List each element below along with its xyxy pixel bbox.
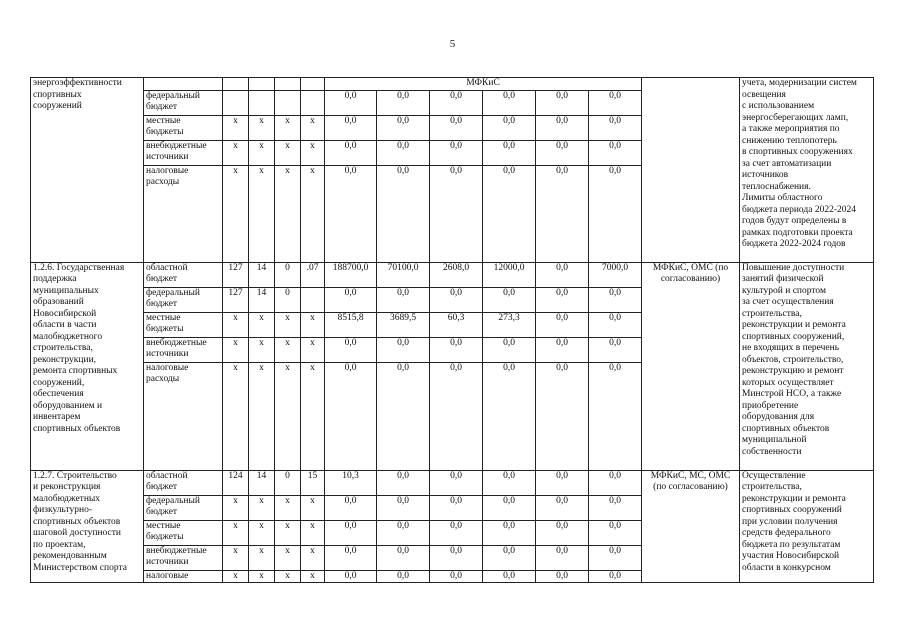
budget-code: x bbox=[249, 570, 275, 583]
amount-value: 0,0 bbox=[430, 90, 483, 115]
amount-value: 0,0 bbox=[377, 570, 430, 583]
amount-value: 60,3 bbox=[430, 312, 483, 337]
amount-value: 0,0 bbox=[325, 140, 377, 165]
text-line: и реконструкция bbox=[33, 482, 101, 492]
table-body bbox=[31, 78, 874, 583]
budget-code bbox=[301, 90, 325, 115]
text-line: учета, модернизации систем bbox=[742, 78, 857, 88]
text-line: энергосберегающих ламп, bbox=[742, 112, 849, 123]
text-line: Минстрой НСО, а также bbox=[742, 389, 842, 399]
amount-value: 0,0 bbox=[536, 287, 589, 312]
text-line: бюджета 2022-2024 годов bbox=[742, 239, 846, 249]
amount-value: 0,0 bbox=[536, 570, 589, 583]
funding-source: областной бюджет bbox=[144, 470, 223, 495]
budget-code: x bbox=[275, 312, 301, 337]
funding-source: внебюджетные источники bbox=[144, 337, 223, 362]
amount-value: 0,0 bbox=[536, 140, 589, 165]
budget-code: x bbox=[223, 140, 249, 165]
text-line: муниципальных bbox=[33, 285, 99, 296]
text-line: Новосибирской bbox=[33, 308, 97, 319]
amount-value: 0,0 bbox=[483, 140, 536, 165]
amount-value: 70100,0 bbox=[377, 262, 430, 287]
text-line: которых осуществляет bbox=[742, 377, 834, 388]
amount-value: 0,0 bbox=[377, 470, 430, 495]
text-line: Осуществление bbox=[742, 470, 806, 481]
amount-value: 0,0 bbox=[325, 570, 377, 583]
text-line: занятий физической bbox=[742, 274, 824, 284]
text-line: обеспечения bbox=[33, 389, 84, 399]
budget-code: x bbox=[223, 165, 249, 262]
text-line: за счет осуществления bbox=[742, 297, 834, 307]
funding-source: налоговые расходы bbox=[144, 165, 223, 262]
funding-source: внебюджетные источники bbox=[144, 140, 223, 165]
text-line: освещения bbox=[742, 89, 786, 100]
amount-value: 0,0 bbox=[377, 545, 430, 570]
activity-name-cell bbox=[31, 470, 144, 583]
budget-code: x bbox=[275, 362, 301, 470]
funding-source: налоговые расходы bbox=[144, 362, 223, 470]
text-line: реконструкции, bbox=[33, 354, 97, 365]
amount-value: 0,0 bbox=[377, 287, 430, 312]
funding-source: внебюджетные источники bbox=[144, 545, 223, 570]
text-line: малобюджетного bbox=[33, 331, 103, 342]
budget-code: x bbox=[301, 545, 325, 570]
text-line: области в части bbox=[33, 320, 97, 330]
text-line: приобретение bbox=[742, 400, 799, 411]
budget-code bbox=[275, 90, 301, 115]
budget-code: 14 bbox=[249, 262, 275, 287]
amount-value: 0,0 bbox=[589, 495, 642, 520]
budget-code: x bbox=[223, 337, 249, 362]
text-line: физкультурно- bbox=[33, 505, 93, 515]
budget-code bbox=[223, 90, 249, 115]
amount-value: 188700,0 bbox=[325, 262, 377, 287]
amount-value: 0,0 bbox=[536, 90, 589, 115]
budget-code: 15 bbox=[301, 470, 325, 495]
text-line: спортивных объектов bbox=[33, 516, 121, 527]
amount-value: 0,0 bbox=[325, 520, 377, 545]
budget-code: x bbox=[275, 570, 301, 583]
amount-value: 0,0 bbox=[377, 495, 430, 520]
table-row bbox=[31, 78, 874, 91]
amount-value: 0,0 bbox=[430, 140, 483, 165]
budget-code: x bbox=[249, 545, 275, 570]
text-line: а также мероприятия по bbox=[742, 124, 840, 134]
budget-code: x bbox=[275, 140, 301, 165]
amount-value: 0,0 bbox=[430, 287, 483, 312]
funding-source: местные бюджеты bbox=[144, 312, 223, 337]
amount-value: 0,0 bbox=[536, 262, 589, 287]
text-line: рамках подготовки проекта bbox=[742, 227, 853, 238]
text-line: не входящих в перечень bbox=[742, 343, 840, 353]
text-line: строительства, bbox=[742, 482, 802, 492]
text-line: оборудованием и bbox=[33, 400, 103, 411]
amount-value: 0,0 bbox=[589, 570, 642, 583]
amount-value: 0,0 bbox=[589, 165, 642, 262]
amount-value: 273,3 bbox=[483, 312, 536, 337]
amount-value: 0,0 bbox=[483, 545, 536, 570]
funding-source: областной бюджет bbox=[144, 262, 223, 287]
result-description bbox=[742, 78, 871, 251]
amount-value: 0,0 bbox=[483, 165, 536, 262]
budget-code: x bbox=[223, 570, 249, 583]
amount-value: 0,0 bbox=[430, 545, 483, 570]
text-line: теплоснабжения. bbox=[742, 181, 811, 192]
text-line: 1.2.7. Строительство bbox=[33, 470, 117, 481]
funding-source: федеральный бюджет bbox=[144, 495, 223, 520]
budget-code: x bbox=[249, 115, 275, 140]
amount-value: 0,0 bbox=[430, 362, 483, 470]
budget-code: x bbox=[301, 115, 325, 140]
text-line: строительства, bbox=[742, 308, 802, 319]
amount-value: 0,0 bbox=[430, 495, 483, 520]
executor-cell: МФКиС, ОМС (по согласованию) bbox=[642, 262, 740, 470]
text-line: сооружений bbox=[33, 101, 82, 111]
activity-name bbox=[33, 78, 141, 113]
text-line: муниципальной bbox=[742, 435, 807, 445]
text-line: энергоэффективности bbox=[33, 78, 122, 88]
text-line: спортивных объектов bbox=[742, 423, 830, 434]
text-line: с использованием bbox=[742, 101, 815, 111]
amount-value: 0,0 bbox=[589, 470, 642, 495]
amount-value: 0,0 bbox=[430, 520, 483, 545]
amount-value: 0,0 bbox=[483, 362, 536, 470]
budget-code: 127 bbox=[223, 287, 249, 312]
amount-value: 7000,0 bbox=[589, 262, 642, 287]
amount-value: 0,0 bbox=[325, 495, 377, 520]
text-line: ремонта спортивных bbox=[33, 366, 118, 376]
budget-code: x bbox=[223, 495, 249, 520]
text-line: годов будут определены в bbox=[742, 216, 847, 226]
amount-value: 0,0 bbox=[483, 90, 536, 115]
amount-value: 0,0 bbox=[536, 362, 589, 470]
text-line: малобюджетных bbox=[33, 493, 101, 504]
budget-code: x bbox=[249, 165, 275, 262]
amount-value: 0,0 bbox=[430, 165, 483, 262]
budget-code: x bbox=[249, 495, 275, 520]
amount-value: 0,0 bbox=[377, 115, 430, 140]
amount-value: 0,0 bbox=[377, 140, 430, 165]
table-row bbox=[31, 470, 874, 495]
amount-value: 0,0 bbox=[589, 287, 642, 312]
budget-code bbox=[301, 287, 325, 312]
budget-code: 14 bbox=[249, 287, 275, 312]
amount-value: 0,0 bbox=[377, 90, 430, 115]
budget-code: x bbox=[275, 337, 301, 362]
budget-code: x bbox=[249, 337, 275, 362]
budget-code: 14 bbox=[249, 470, 275, 495]
budget-code: x bbox=[223, 115, 249, 140]
page-number: 5 bbox=[449, 38, 456, 50]
text-line: спортивных bbox=[33, 89, 82, 100]
text-line: средств федерального bbox=[742, 528, 831, 538]
text-line: бюджета периода 2022-2024 bbox=[742, 204, 856, 215]
amount-value: 0,0 bbox=[536, 165, 589, 262]
budget-code: x bbox=[249, 312, 275, 337]
amount-value: 0,0 bbox=[430, 115, 483, 140]
budget-code: x bbox=[223, 312, 249, 337]
amount-value: 0,0 bbox=[377, 362, 430, 470]
amount-value: 0,0 bbox=[589, 337, 642, 362]
text-line: по проектам, bbox=[33, 539, 86, 550]
budget-code: x bbox=[223, 362, 249, 470]
amount-value: 3689,5 bbox=[377, 312, 430, 337]
text-line: собственности bbox=[742, 446, 802, 457]
amount-value: 0,0 bbox=[483, 570, 536, 583]
amount-value: 0,0 bbox=[589, 90, 642, 115]
activity-name-cell bbox=[31, 78, 144, 263]
text-line: спортивных сооружений bbox=[742, 505, 842, 515]
budget-code: x bbox=[301, 312, 325, 337]
text-line: в спортивных сооружениях bbox=[742, 147, 853, 157]
amount-value: 0,0 bbox=[430, 337, 483, 362]
budget-code: x bbox=[275, 115, 301, 140]
budget-code: x bbox=[301, 362, 325, 470]
amount-value: 0,0 bbox=[377, 520, 430, 545]
result-description-cell bbox=[740, 262, 874, 470]
budget-code: 0 bbox=[275, 287, 301, 312]
text-line: бюджета по результатам bbox=[742, 539, 841, 550]
responsible-header: МФКиС bbox=[325, 78, 642, 91]
budget-code: x bbox=[275, 520, 301, 545]
amount-value: 0,0 bbox=[430, 470, 483, 495]
amount-value: 0,0 bbox=[325, 545, 377, 570]
amount-value: 0,0 bbox=[589, 115, 642, 140]
budget-code: x bbox=[249, 520, 275, 545]
text-line: Повышение доступности bbox=[742, 262, 845, 273]
text-line: за счет автоматизации bbox=[742, 158, 832, 169]
amount-value: 0,0 bbox=[589, 545, 642, 570]
budget-code: x bbox=[249, 140, 275, 165]
text-line: образований bbox=[33, 297, 84, 307]
amount-value: 0,0 bbox=[483, 495, 536, 520]
budget-code: x bbox=[275, 165, 301, 262]
text-line: источников bbox=[742, 170, 789, 180]
amount-value: 12000,0 bbox=[483, 262, 536, 287]
budget-code: x bbox=[301, 165, 325, 262]
text-line: оборудования для bbox=[742, 412, 815, 422]
text-line: сооружений, bbox=[33, 377, 85, 388]
text-line: спортивных объектов bbox=[33, 423, 121, 434]
amount-value: 0,0 bbox=[536, 115, 589, 140]
activity-name-cell bbox=[31, 262, 144, 470]
text-line: области в конкурсном bbox=[742, 562, 831, 573]
budget-code: x bbox=[301, 337, 325, 362]
text-line: шаговой доступности bbox=[33, 528, 121, 538]
budget-code: x bbox=[223, 520, 249, 545]
amount-value: 0,0 bbox=[589, 520, 642, 545]
amount-value: 0,0 bbox=[325, 165, 377, 262]
funding-source: местные бюджеты bbox=[144, 115, 223, 140]
text-line: участия Новосибирской bbox=[742, 551, 840, 561]
text-line: спортивных сооружений, bbox=[742, 331, 845, 342]
amount-value: 10,3 bbox=[325, 470, 377, 495]
amount-value: 0,0 bbox=[536, 470, 589, 495]
amount-value: 0,0 bbox=[377, 337, 430, 362]
amount-value: 2608,0 bbox=[430, 262, 483, 287]
budget-code: x bbox=[275, 495, 301, 520]
amount-value: 0,0 bbox=[483, 470, 536, 495]
program-table bbox=[30, 77, 874, 583]
amount-value: 0,0 bbox=[536, 520, 589, 545]
amount-value: 0,0 bbox=[483, 520, 536, 545]
text-line: поддержка bbox=[33, 274, 77, 284]
executor-cell: МФКиС, МС, ОМС (по согласованию) bbox=[642, 470, 740, 583]
budget-code bbox=[249, 90, 275, 115]
text-line: Лимиты областного bbox=[742, 193, 823, 203]
text-line: реконструкции и ремонта bbox=[742, 493, 846, 504]
amount-value: 0,0 bbox=[536, 545, 589, 570]
amount-value: 0,0 bbox=[536, 312, 589, 337]
funding-source: федеральный бюджет bbox=[144, 287, 223, 312]
text-line: культурой и спортом bbox=[742, 285, 827, 296]
result-description-cell bbox=[740, 78, 874, 263]
budget-code: x bbox=[275, 545, 301, 570]
funding-source: налоговые bbox=[144, 570, 223, 583]
amount-value: 8515,8 bbox=[325, 312, 377, 337]
budget-code: 0 bbox=[275, 470, 301, 495]
amount-value: 0,0 bbox=[325, 337, 377, 362]
result-description-cell bbox=[740, 470, 874, 583]
budget-code: 0 bbox=[275, 262, 301, 287]
budget-code: x bbox=[301, 495, 325, 520]
amount-value: 0,0 bbox=[483, 337, 536, 362]
text-line: рекомендованным bbox=[33, 551, 107, 561]
text-line: объектов, строительство, bbox=[742, 354, 844, 365]
text-line: реконструкцию и ремонт bbox=[742, 366, 844, 376]
text-line: снижению теплопотерь bbox=[742, 135, 837, 146]
table-row bbox=[31, 262, 874, 287]
budget-code: 124 bbox=[223, 470, 249, 495]
text-line: реконструкции и ремонта bbox=[742, 320, 846, 330]
amount-value: 0,0 bbox=[536, 495, 589, 520]
text-line: 1.2.6. Государственная bbox=[33, 262, 125, 273]
amount-value: 0,0 bbox=[589, 362, 642, 470]
amount-value: 0,0 bbox=[430, 570, 483, 583]
amount-value: 0,0 bbox=[325, 90, 377, 115]
text-line: при условии получения bbox=[742, 516, 838, 527]
funding-source: местные бюджеты bbox=[144, 520, 223, 545]
amount-value: 0,0 bbox=[325, 362, 377, 470]
budget-code: x bbox=[249, 362, 275, 470]
amount-value: 0,0 bbox=[377, 165, 430, 262]
amount-value: 0,0 bbox=[325, 287, 377, 312]
budget-code: .07 bbox=[301, 262, 325, 287]
amount-value: 0,0 bbox=[536, 337, 589, 362]
text-line: инвентарем bbox=[33, 412, 81, 422]
budget-code: x bbox=[301, 520, 325, 545]
text-line: строительства, bbox=[33, 343, 93, 353]
budget-code: 127 bbox=[223, 262, 249, 287]
amount-value: 0,0 bbox=[483, 115, 536, 140]
amount-value: 0,0 bbox=[589, 312, 642, 337]
budget-code: x bbox=[301, 140, 325, 165]
text-line: Министерством спорта bbox=[33, 562, 127, 573]
funding-source: федеральный бюджет bbox=[144, 90, 223, 115]
amount-value: 0,0 bbox=[589, 140, 642, 165]
amount-value: 0,0 bbox=[325, 115, 377, 140]
amount-value: 0,0 bbox=[483, 287, 536, 312]
budget-code: x bbox=[223, 545, 249, 570]
budget-code: x bbox=[301, 570, 325, 583]
